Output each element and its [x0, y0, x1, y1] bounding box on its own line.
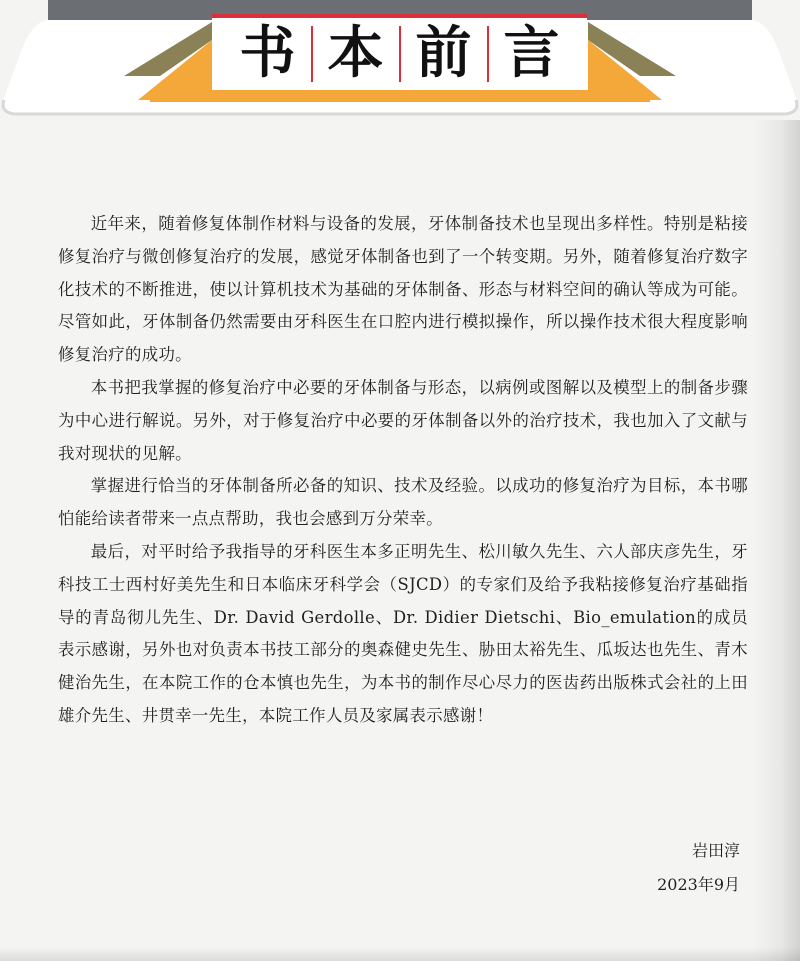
paragraph: 近年来，随着修复体制作材料与设备的发展，牙体制备技术也呈现出多样性。特别是粘接修复治疗与微创修复治疗的发展，感觉牙体制备也到了一个转变期。另外，随着修复治疗数字化技术的不断推进，使以计算机技术为基础的牙体制备、形态与材料空间的确认等成为可能。尽管如此，牙体制备仍然需要由牙科医生在口腔内进行模拟操作，所以操作技术很大程度影响修复治疗的成功。 — [58, 214, 748, 365]
title-char: 书 — [239, 21, 296, 86]
page-edge-shadow — [752, 120, 800, 961]
paragraph: 本书把我掌握的修复治疗中必要的牙体制备与形态，以病例或图解以及模型上的制备步骤为中心进行解说。另外，对于修复治疗中必要的牙体制备以外的治疗技术，我也加入了文献与我对现状的见解。 — [58, 377, 748, 463]
banner-bottom-orange-bar — [150, 90, 650, 102]
preface-body — [58, 208, 748, 733]
title-char: 言 — [503, 21, 560, 86]
signature-block — [657, 834, 740, 902]
paragraph: 掌握进行恰当的牙体制备所必备的知识、技术及经验。以成功的修复治疗为目标，本书哪怕能给读者带来一点点帮助，我也会感到万分荣幸。 — [58, 476, 748, 529]
title-char: 前 — [415, 21, 472, 86]
page-bottom-shadow — [0, 947, 800, 961]
title-char: 本 — [327, 21, 384, 86]
paragraph: 最后，对平时给予我指导的牙科医生本多正明先生、松川敏久先生、六人部庆彦先生，牙科技工士西村好美先生和日本临床牙科学会（SJCD）的专家们及给予我粘接修复治疗基础指导的青岛彻儿先生、Dr. David Gerdolle、Dr. Didier Dietschi、Bio_emulation的成员表示感谢，另外也对负责本书技工部分的奥森健史先生、胁田太裕先生、瓜坂达也先生、青木健治先生，在本院工作的仓本慎也先生，为本书的制作尽心尽力的医齿药出版株式会社的上田雄介先生、井贯幸一先生，本院工作人员及家属表示感谢！ — [58, 541, 748, 725]
page-title — [212, 14, 587, 90]
header-banner — [0, 0, 800, 125]
author-name: 岩田淳 — [691, 841, 740, 860]
signature-date: 2023年9月 — [657, 875, 740, 894]
